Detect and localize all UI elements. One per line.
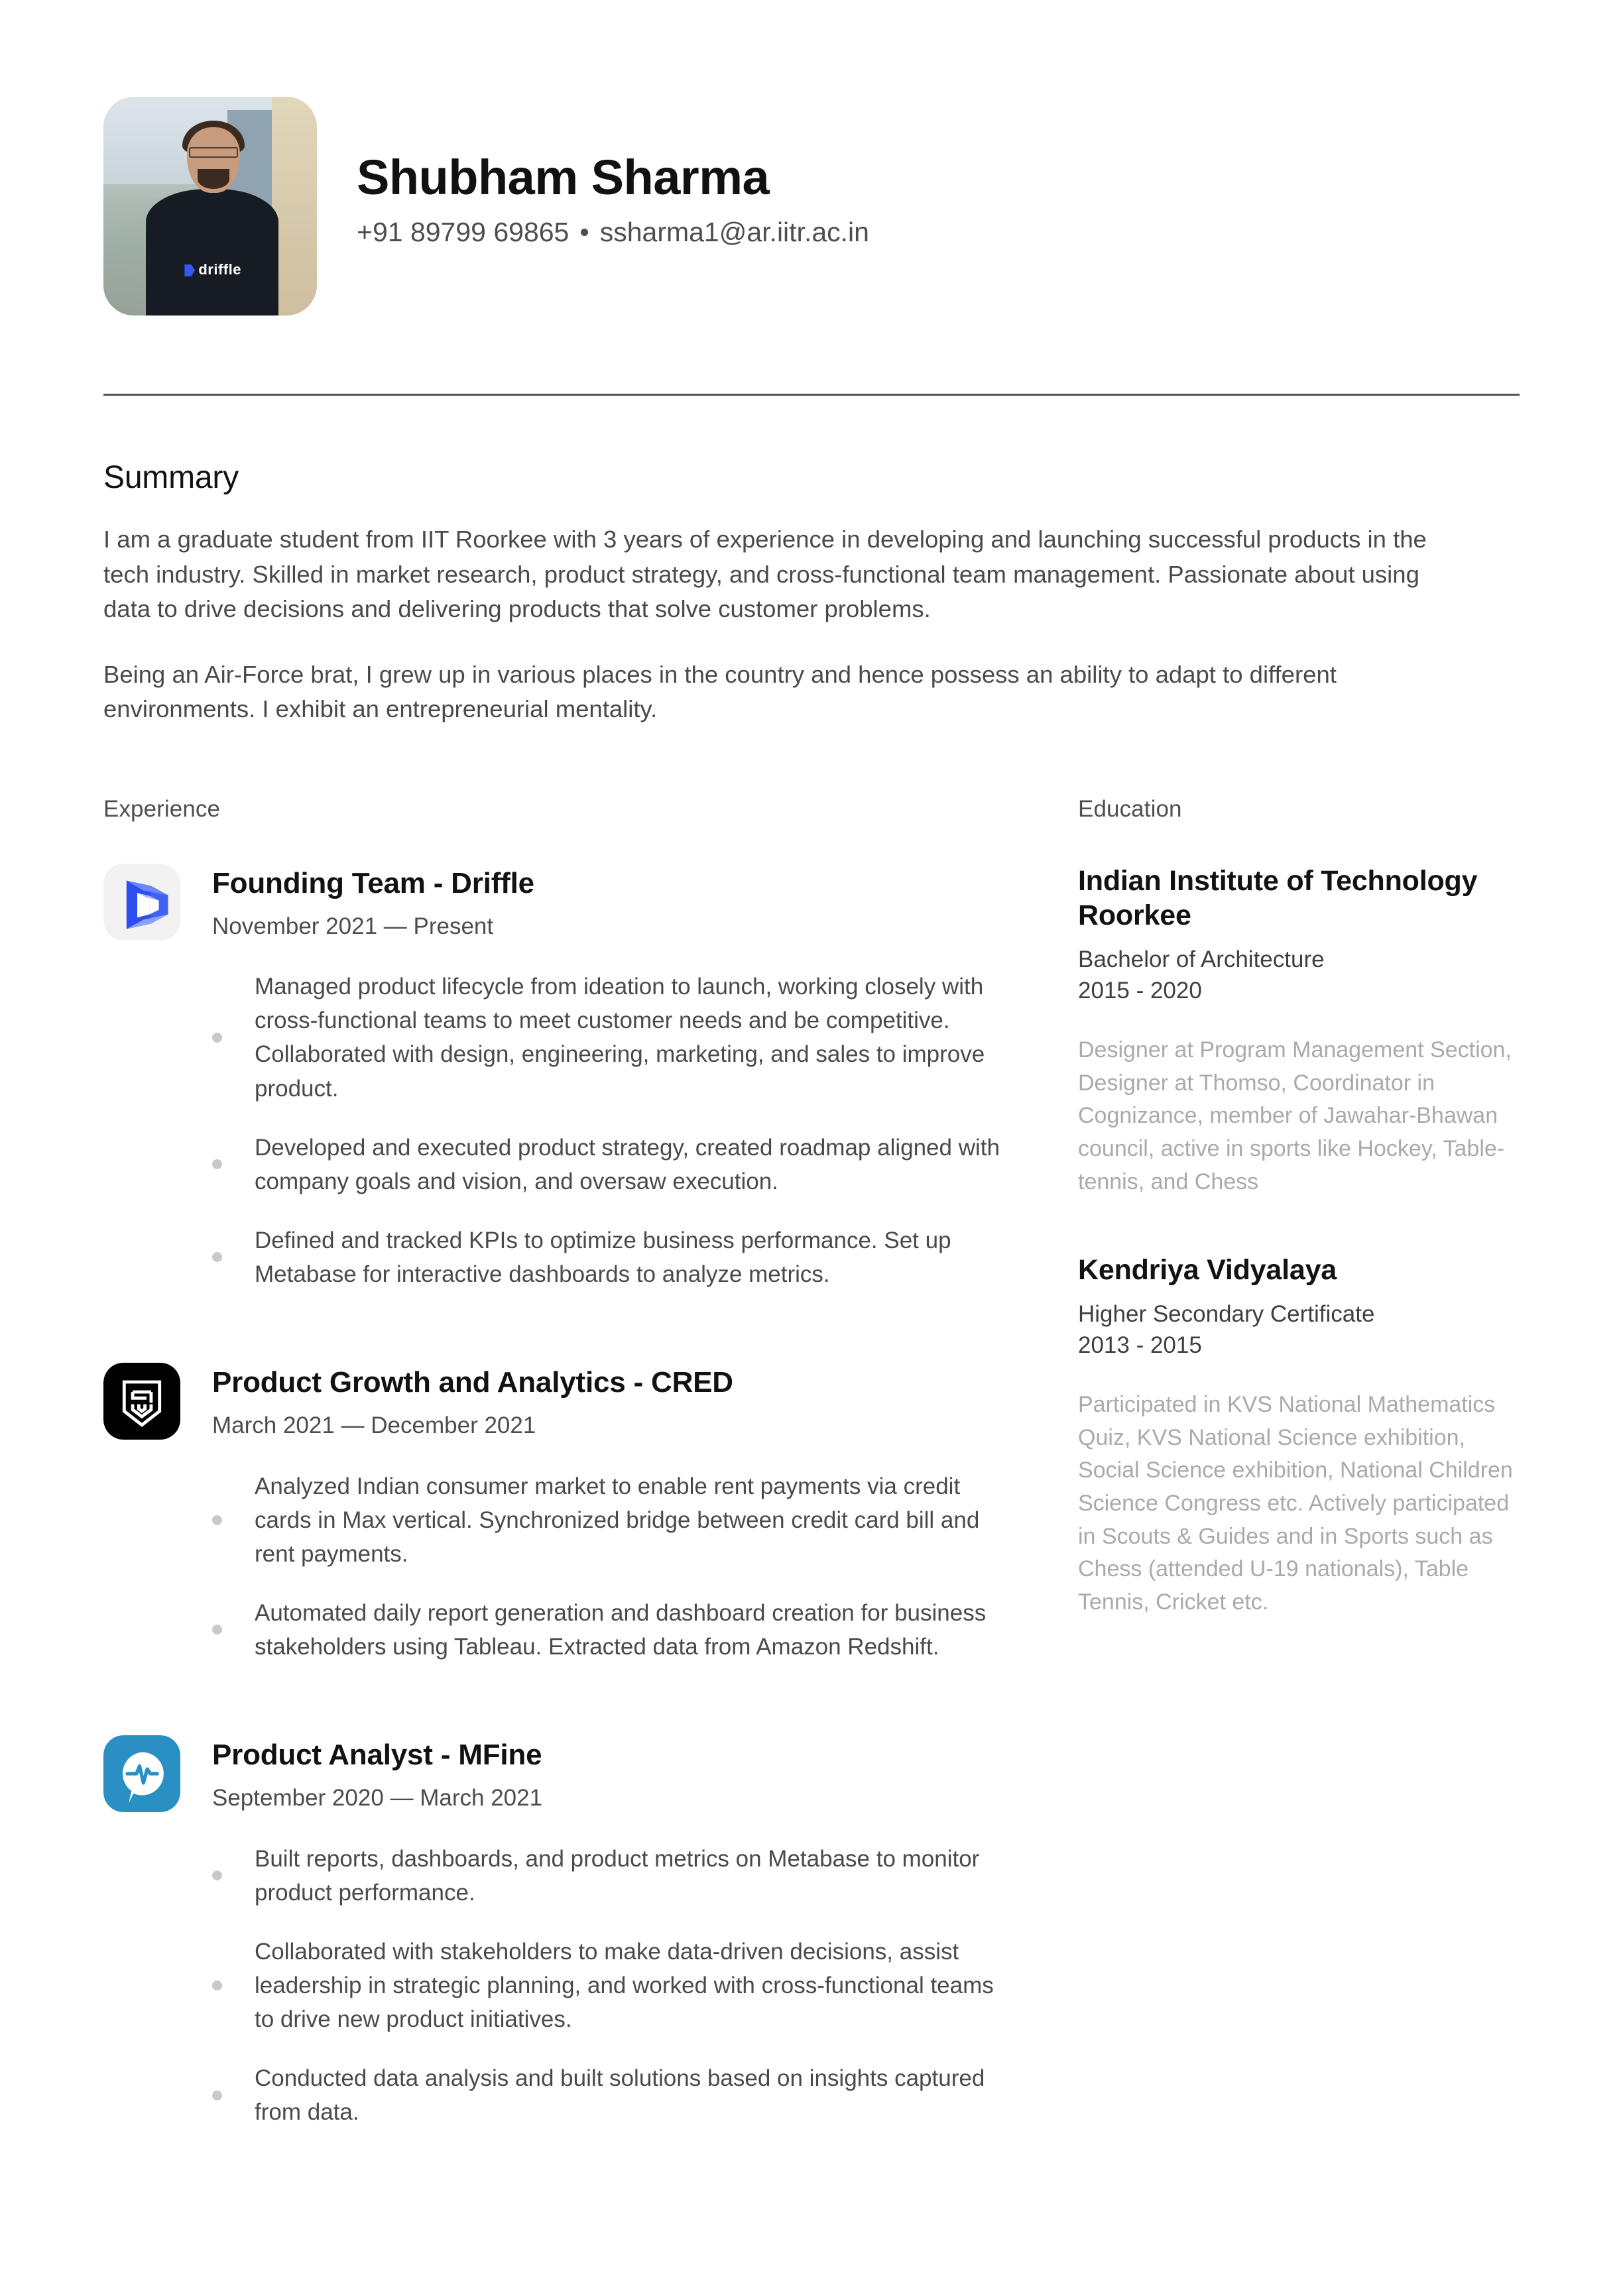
education-degree: Bachelor of Architecture <box>1078 946 1325 972</box>
job-bullet-list <box>212 1842 1005 2130</box>
driffle-wordmark-icon <box>184 264 195 276</box>
summary-paragraph: I am a graduate student from IIT Roorkee with 3 years of experience in developing and launching successful products in the tech industry. Skilled in market research, product strategy, and cross-functional team management. Passionate about using data to drive decisions and delivering products that solve customer problems. <box>103 526 1427 623</box>
cred-logo-icon <box>103 1363 180 1440</box>
experience-entry <box>103 864 1005 1291</box>
education-entry <box>1078 864 1522 1199</box>
bullet-dot-icon <box>212 2091 222 2100</box>
bullet-text: Developed and executed product strategy, created roadmap aligned with company goals and vision, and oversaw execution. <box>255 1134 1000 1194</box>
phone-number[interactable]: +91 89799 69865 <box>357 216 570 247</box>
bullet-text: Managed product lifecycle from ideation to launch, working closely with cross-functional teams to meet customer needs and be competitive. Collaborated with design, engineering, marketing, and sales to improve product. <box>255 974 985 1102</box>
photo-hoodie-logo: driffle <box>184 261 241 278</box>
list-item <box>212 1224 1005 1291</box>
education-label: Education <box>1078 795 1182 822</box>
job-title: Product Growth and Analytics - CRED <box>212 1366 733 1399</box>
bullet-text: Defined and tracked KPIs to optimize business performance. Set up Metabase for interactive dashboards to analyze metrics. <box>255 1227 951 1287</box>
job-title: Product Analyst - MFine <box>212 1739 542 1772</box>
list-item <box>212 970 1005 1105</box>
bullet-text: Built reports, dashboards, and product metrics on Metabase to monitor product performance. <box>255 1845 980 1906</box>
photo-person-glasses <box>189 147 238 158</box>
job-bullet-list <box>212 970 1005 1291</box>
contact-line <box>357 216 869 249</box>
resume-header <box>103 0 1520 316</box>
job-dates: March 2021 — December 2021 <box>212 1412 536 1438</box>
education-entry <box>1078 1253 1522 1619</box>
bullet-dot-icon <box>212 1625 222 1635</box>
experience-entry-content <box>212 864 1005 1291</box>
experience-entry <box>103 1363 1005 1664</box>
bullet-dot-icon <box>212 1159 222 1169</box>
avatar <box>103 97 317 316</box>
experience-entry-content <box>212 1363 1005 1664</box>
list-item <box>212 1842 1005 1910</box>
body-columns <box>103 796 1520 2130</box>
education-years: 2013 - 2015 <box>1078 1332 1202 1358</box>
bullet-text: Collaborated with stakeholders to make data-driven decisions, assist leadership in strategic planning, and worked with cross-functional teams to drive new product initiatives. <box>255 1938 994 2032</box>
job-bullet-list <box>212 1469 1005 1664</box>
experience-entry <box>103 1735 1005 2129</box>
list-item <box>212 1596 1005 1664</box>
education-description: Participated in KVS National Mathematics Quiz, KVS National Science exhibition, Social Science exhibition, National Children Science Congress etc. Actively participated in Scouts & Guides and in Sports such as Chess (attended U-19 nationals), Table Tennis, Cricket etc. <box>1078 1392 1513 1615</box>
summary-section <box>103 459 1520 727</box>
identity-block <box>357 152 869 260</box>
list-item <box>212 2061 1005 2129</box>
experience-section <box>103 796 1005 2130</box>
list-item <box>212 1469 1005 1571</box>
education-description: Designer at Program Management Section, Designer at Thomso, Coordinator in Cognizance, member of Jawahar-Bhawan council, active in sports like Hockey, Table-tennis, and Chess <box>1078 1037 1512 1194</box>
photo-building-right <box>272 97 317 316</box>
job-title: Founding Team - Driffle <box>212 866 534 899</box>
list-item <box>212 1935 1005 2036</box>
job-dates: November 2021 — Present <box>212 913 494 939</box>
experience-entry-content <box>212 1735 1005 2129</box>
bullet-dot-icon <box>212 1033 222 1043</box>
education-degree: Higher Secondary Certificate <box>1078 1300 1375 1327</box>
bullet-dot-icon <box>212 1252 222 1262</box>
bullet-dot-icon <box>212 1870 222 1880</box>
bullet-dot-icon <box>212 1980 222 1990</box>
driffle-logo-icon <box>103 864 180 941</box>
summary-heading: Summary <box>103 460 239 495</box>
bullet-text: Automated daily report generation and dashboard creation for business stakeholders using Tableau. Extracted data from Amazon Redshift. <box>255 1599 987 1660</box>
education-school: Indian Institute of Technology Roorkee <box>1078 864 1478 932</box>
bullet-text: Analyzed Indian consumer market to enable rent payments via credit cards in Max vertical. Synchronized bridge between credit card bill and rent payments. <box>255 1473 980 1567</box>
summary-paragraph: Being an Air-Force brat, I grew up in various places in the country and hence possess an ability to adapt to different environments. I exhibit an entrepreneurial mentality. <box>103 660 1337 723</box>
header-divider <box>103 394 1520 396</box>
page-title: Shubham Sharma <box>357 150 770 205</box>
education-school: Kendriya Vidyalaya <box>1078 1254 1337 1287</box>
photo-person-beard <box>198 169 229 189</box>
photo-person-torso <box>146 189 278 316</box>
list-item <box>212 1131 1005 1198</box>
contact-separator: • <box>579 216 589 247</box>
education-years: 2015 - 2020 <box>1078 977 1202 1004</box>
email-address[interactable]: ssharma1@ar.iitr.ac.in <box>599 216 869 247</box>
education-section <box>1078 796 1522 1619</box>
bullet-text: Conducted data analysis and built solutions based on insights captured from data. <box>255 2065 985 2126</box>
bullet-dot-icon <box>212 1515 222 1525</box>
job-dates: September 2020 — March 2021 <box>212 1784 543 1811</box>
experience-label: Experience <box>103 795 221 822</box>
mfine-logo-icon <box>103 1735 180 1812</box>
